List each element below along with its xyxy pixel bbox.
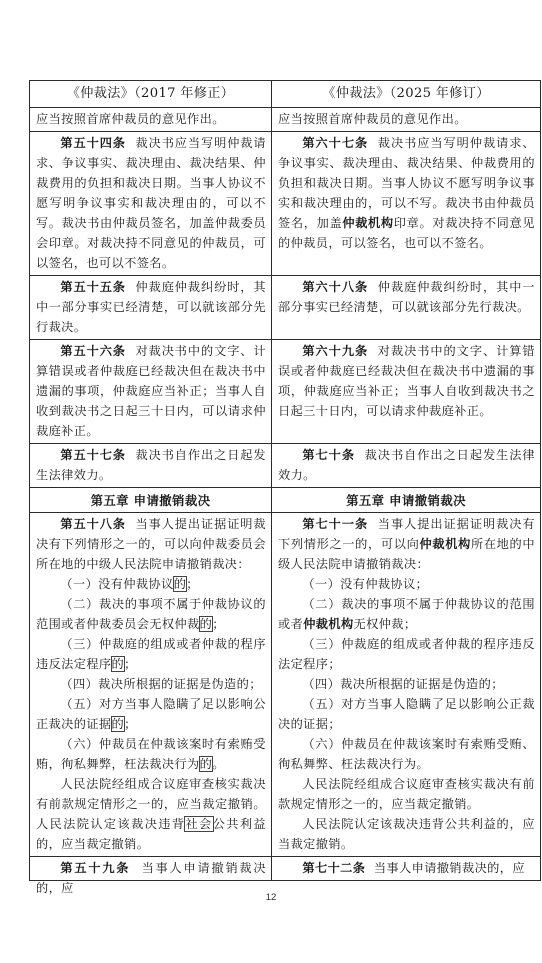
- list-item: （四）裁决所根据的证据是伪造的；: [302, 677, 504, 691]
- article-text: 当事人提出证据证明裁决有下列情形之一的，可以向: [278, 517, 535, 551]
- table-row: [30, 276, 541, 340]
- comparison-table-wrapper: [29, 80, 540, 895]
- article-number: 第六十八条: [302, 280, 369, 294]
- table-header-row: [30, 81, 541, 108]
- list-item: （四）裁决所根据的证据是伪造的；: [60, 677, 262, 691]
- list-item: （一）没有仲裁协议的；: [60, 577, 199, 591]
- cell-right: [272, 513, 541, 857]
- article-text: 印章。对裁决持不同意见的仲裁员，可以签名，也可以不签名。: [278, 216, 535, 250]
- article-text: 裁决书自作出之日起发生法律效力。: [36, 448, 266, 482]
- table-row: [30, 513, 541, 857]
- article-number: 第六十七条: [302, 136, 369, 150]
- page-number: 12: [265, 892, 277, 903]
- article-number: 第五十七条: [60, 448, 126, 462]
- article-number: 第五十九条: [60, 861, 131, 875]
- list-item: （二）裁决的事项不属于仲裁协议的范围或者仲裁机构无权仲裁；: [278, 597, 535, 631]
- amended-term: 仲裁机构: [303, 617, 354, 631]
- article-text: 裁决书应当写明仲裁请求、争议事实、裁决理由、裁决结果、仲裁费用的负担和裁决日期。当事人协议不愿写明争议事实和裁决理由的，可以不写。裁决书由仲裁员签名，加盖仲裁委员会印章。对裁决持不同意见的仲裁员，可以签名，也可以不签名。: [36, 136, 266, 270]
- list-item: （一）没有仲裁协议；: [302, 577, 429, 591]
- cell-right: [272, 132, 541, 276]
- list-item: （六）仲裁员在仲裁该案时有索贿受贿，徇私舞弊，枉法裁决行为的。: [36, 737, 266, 771]
- article-number: 第七十条: [302, 448, 355, 462]
- article-number: 第七十二条: [302, 861, 366, 875]
- list-item: （三）仲裁庭的组成或者仲裁的程序违反法定程序的；: [36, 637, 266, 671]
- header-right: 《仲裁法》（2025 年修订）: [272, 81, 541, 108]
- header-left: 《仲裁法》（2017 年修正）: [30, 81, 272, 108]
- list-item: （六）仲裁员在仲裁该案时有索贿受贿、徇私舞弊、枉法裁决行为。: [278, 737, 535, 771]
- article-number: 第五十四条: [60, 136, 126, 150]
- table-row: [30, 340, 541, 444]
- deleted-marker: 的: [199, 617, 213, 631]
- cell-right: [272, 108, 541, 132]
- chapter-heading-right: 第五章 申请撤销裁决: [272, 488, 541, 513]
- deleted-marker: 的: [111, 717, 125, 731]
- article-text: 对裁决书中的文字、计算错误或者仲裁庭已经裁决但在裁决书中遗漏的事项，仲裁庭应当补正；当事人自收到裁决书之日起三十日内，可以请求仲裁庭补正。: [278, 344, 535, 418]
- chapter-row: [30, 488, 541, 513]
- deleted-marker: 的: [173, 577, 187, 591]
- article-text: 当事人申请撤销裁决的，应: [36, 861, 266, 895]
- article-number: 第五十八条: [60, 517, 126, 531]
- cell-left: [30, 132, 272, 276]
- table-row: [30, 132, 541, 276]
- cell-left: [30, 340, 272, 444]
- cell-left: [30, 108, 272, 132]
- deleted-marker: 社会: [185, 817, 213, 831]
- cell-left: [30, 513, 272, 857]
- article-text: 对裁决书中的文字、计算错误或者仲裁庭已经裁决但在裁决书中遗漏的事项，仲裁庭应当补正；当事人自收到裁决书之日起三十日内，可以请求仲裁庭补正。: [36, 344, 266, 438]
- cell-right: [272, 857, 541, 881]
- article-text: 仲裁庭仲裁纠纷时，其中一部分事实已经清楚，可以就该部分先行裁决。: [36, 280, 266, 334]
- table-row: [30, 108, 541, 132]
- article-text: 当事人申请撤销裁决的，应: [373, 861, 525, 875]
- list-item: （二）裁决的事项不属于仲裁协议的范围或者仲裁委员会无权仲裁的；: [36, 597, 266, 631]
- table-row: [30, 857, 541, 881]
- paragraph: 人民法院认定该裁决违背公共利益的，应当裁定撤销。: [278, 817, 535, 851]
- paragraph: 人民法院经组成合议庭审查核实裁决有前款规定情形之一的，应当裁定撤销。人民法院认定该裁决违背社会公共利益的，应当裁定撤销。: [36, 777, 266, 851]
- cell-left: [30, 444, 272, 488]
- list-item: （五）对方当事人隐瞒了足以影响公正裁决的证据；: [278, 697, 535, 731]
- article-text: 当事人提出证据证明裁决有下列情形之一的，可以向仲裁委员会所在地的中级人民法院申请撤销裁决：: [36, 517, 266, 571]
- article-text: 所在地的中级人民法院申请撤销裁决：: [278, 537, 535, 571]
- list-item: （三）仲裁庭的组成或者仲裁的程序违反法定程序；: [278, 637, 535, 671]
- deleted-marker: 的: [199, 757, 213, 771]
- article-number: 第六十九条: [302, 344, 369, 358]
- cell-right: [272, 340, 541, 444]
- amended-term: 仲裁机构: [342, 216, 394, 230]
- article-number: 第七十一条: [302, 517, 369, 531]
- article-text: 裁决书自作出之日起发生法律效力。: [278, 448, 535, 482]
- amended-term: 仲裁机构: [419, 537, 471, 551]
- cell-text: 应当按照首席仲裁员的意见作出。: [36, 112, 225, 126]
- cell-text: 应当按照首席仲裁员的意见作出。: [278, 112, 467, 126]
- deleted-marker: 的: [111, 657, 125, 671]
- comparison-table: [29, 80, 541, 895]
- list-item: （五）对方当事人隐瞒了足以影响公正裁决的证据的；: [36, 697, 266, 731]
- cell-left: [30, 857, 272, 895]
- cell-left: [30, 276, 272, 340]
- paragraph: 人民法院经组成合议庭审查核实裁决有前款规定情形之一的，应当裁定撤销。: [278, 777, 535, 811]
- cell-right: [272, 276, 541, 340]
- article-number: 第五十五条: [60, 280, 126, 294]
- article-text: 仲裁庭仲裁纠纷时，其中一部分事实已经清楚，可以就该部分先行裁决。: [278, 280, 535, 314]
- table-row: [30, 444, 541, 488]
- chapter-heading-left: 第五章 申请撤销裁决: [30, 488, 272, 513]
- cell-right: [272, 444, 541, 488]
- article-text: 裁决书应当写明仲裁请求、争议事实、裁决理由、裁决结果、仲裁费用的负担和裁决日期。当事人协议不愿写明争议事实和裁决理由的，可以不写。裁决书由仲裁员签名，加盖: [278, 136, 535, 230]
- article-number: 第五十六条: [60, 344, 126, 358]
